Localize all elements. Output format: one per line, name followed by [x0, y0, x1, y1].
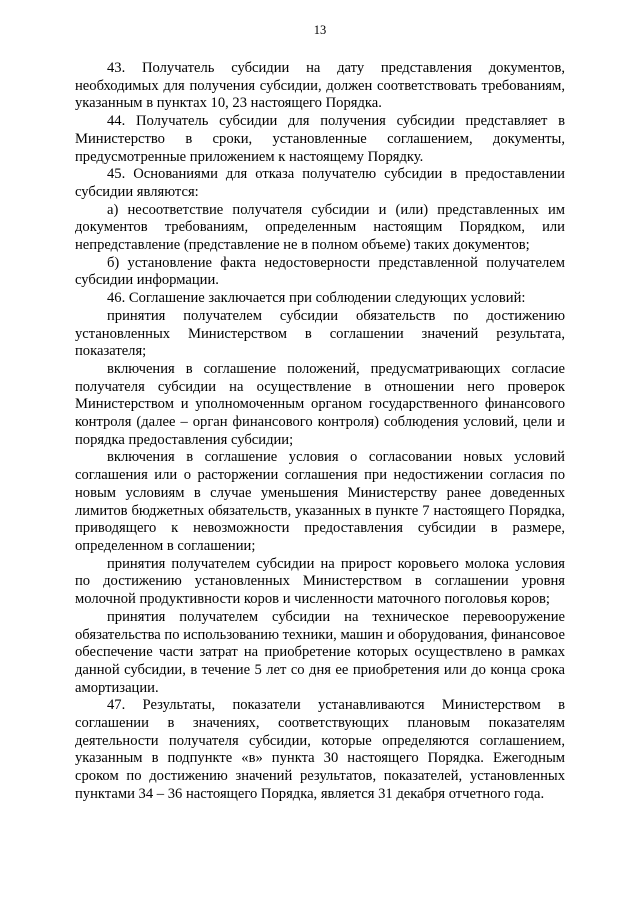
paragraph-44: 44. Получатель субсидии для получения субсидии представляет в Министерство в сроки, установленные соглашением, документы, предусмотренные приложением к настоящему Порядку. [75, 113, 565, 165]
paragraph-45-item-a: а) несоответствие получателя субсидии и (или) представленных им документов требованиям, определенным настоящим Порядком, или непредставление (представление не в полном объеме) таких документов; [75, 201, 565, 254]
paragraph-46: 46. Соглашение заключается при соблюдении следующих условий: [107, 290, 526, 307]
paragraph-46-condition-2: включения в соглашение положений, предусматривающих согласие получателя субсидии на осуществление в отношении него проверок Министерством и уполномоченным органом государственного финансового контроля (далее – орган финансового контроля) соблюдения условий, цели и порядка предоставления субсидии; [75, 360, 565, 448]
paragraph-47: 47. Результаты, показатели устанавливаются Министерством в соглашении в значениях, соответствующих плановым показателям деятельности получателя субсидии, которые определяются соглашением, указанным в подпункте «в» пункта 30 настоящего Порядка. Ежегодным сроком по достижению значений результатов, показателей, установленных пунктами 34 – 36 настоящего Порядка, является 31 декабря отчетного года. [75, 697, 565, 802]
paragraph-45: 45. Основаниями для отказа получателю субсидии в предоставлении субсидии являются: [75, 166, 565, 200]
paragraph-46-condition-4: принятия получателем субсидии на прирост коровьего молока условия по достижению установленных Министерством в соглашении уровня молочной продуктивности коров и численности маточного поголовья коров; [75, 555, 565, 608]
paragraph-45-item-b: б) установление факта недостоверности представленной получателем субсидии информации. [75, 254, 565, 289]
paragraph-46-condition-5: принятия получателем субсидии на техническое перевооружение обязательства по использованию техники, машин и оборудования, финансовое обеспечение части затрат на приобретение которых осуществлено в рамках данной субсидии, в течение 5 лет со дня ее приобретения или до конца срока амортизации. [75, 608, 565, 696]
page-number: 13 [313, 23, 327, 37]
paragraph-43: 43. Получатель субсидии на дату представления документов, необходимых для получения субсидии, должен соответствовать требованиям, указанным в пунктах 10, 23 настоящего Порядка. [75, 60, 565, 112]
document-body [75, 60, 565, 804]
paragraph-46-condition-1: принятия получателем субсидии обязательств по достижению установленных Министерством в соглашении значений результата, показателя; [75, 307, 565, 360]
paragraph-46-condition-3: включения в соглашение условия о согласовании новых условий соглашения или о расторжении соглашения при недостижении согласия по новым условиям в случае уменьшения Министерству ранее доведенных лимитов бюджетных обязательств, указанных в пункте 7 настоящего Порядка, приводящего к невозможности предоставления субсидии в размере, определенном в соглашении; [75, 449, 565, 554]
